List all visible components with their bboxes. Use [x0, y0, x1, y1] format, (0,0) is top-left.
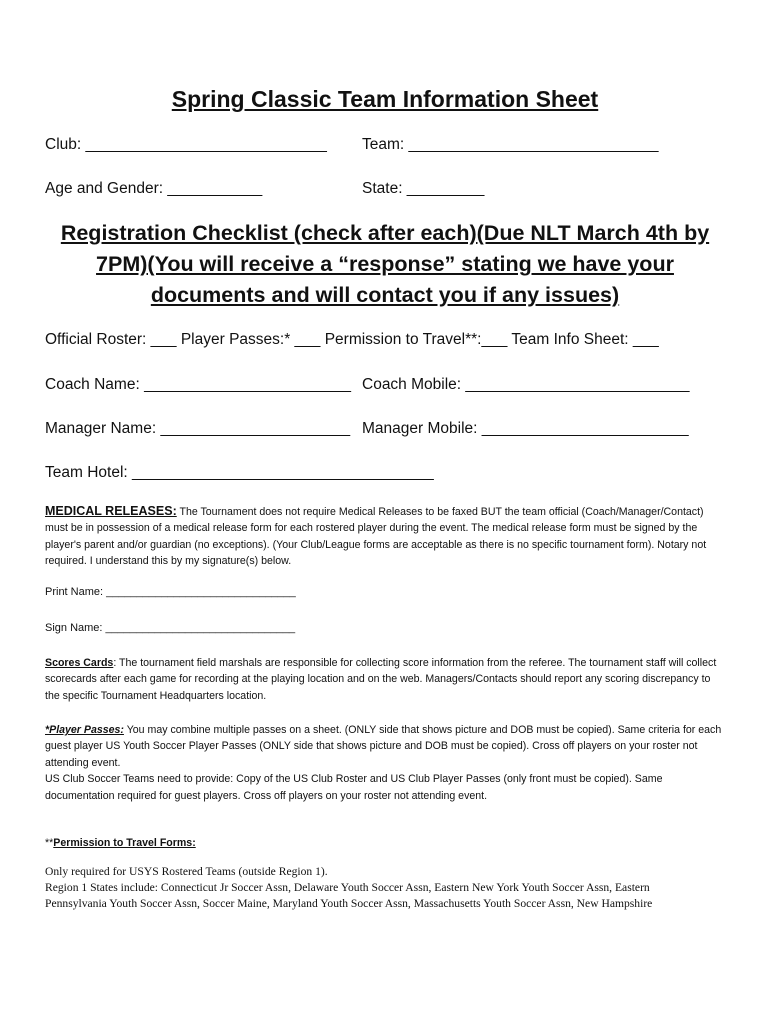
permission-prefix: ** [45, 837, 54, 849]
coach-mobile-field: Coach Mobile: __________________________ [362, 376, 690, 393]
scores-cards-section [45, 655, 725, 704]
permission-line-2: Region 1 States include: Connecticut Jr Soccer Assn, Delaware Youth Soccer Assn, Eastern New York Youth Soccer Assn, Eastern [45, 881, 650, 894]
permission-line-1: Only required for USYS Rostered Teams (outside Region 1). [45, 865, 328, 878]
us-club-text: US Club Soccer Teams need to provide: Copy of the US Club Roster and US Club Player Passes (only front must be copied). Same documentation required for guest players. Cross off players on your roster not attending event. [45, 773, 663, 802]
sign-name-field: Sign Name: _______________________________ [45, 622, 296, 634]
medical-releases-section [45, 503, 725, 570]
medical-releases-heading: MEDICAL RELEASES: [45, 504, 177, 518]
print-name-field: Print Name: _______________________________ [45, 586, 296, 598]
age-gender-field: Age and Gender: ___________ [45, 180, 263, 197]
manager-name-field: Manager Name: ______________________ [45, 420, 351, 437]
state-field: State: _________ [362, 180, 485, 197]
medical-releases-body: The Tournament does not require Medical Releases to be faxed BUT the team official (Coach/Manager/Contact) must be in possession of a medical release form for each rostered player during the event. The medical release form must be signed by the player's parent and/or guardian (no exceptions). (Your Club/League forms are acceptable as there is no specific tournament form). Notary not required. I understand this by my signature(s) below. [45, 506, 707, 568]
manager-mobile-field: Manager Mobile: ________________________ [362, 420, 689, 437]
club-field: Club: ____________________________ [45, 136, 327, 153]
permission-line-3: Pennsylvania Youth Soccer Assn, Soccer Maine, Maryland Youth Soccer Assn, Massachusetts Youth Soccer Assn, New Hampshire [45, 897, 653, 910]
permission-heading: Permission to Travel Forms: [53, 837, 196, 849]
scores-cards-heading: Scores Cards [45, 657, 114, 669]
coach-name-field: Coach Name: ________________________ [45, 376, 351, 393]
team-hotel-field: Team Hotel: ___________________________________ [45, 464, 434, 481]
page-title: Spring Classic Team Information Sheet [171, 86, 599, 112]
permission-heading-line [45, 835, 725, 851]
checklist-items: Official Roster: ___ Player Passes:* ___ Permission to Travel**:___ Team Info Sheet: ___ [45, 331, 659, 348]
player-passes-heading: *Player Passes: [45, 724, 124, 736]
team-field: Team: _____________________________ [362, 136, 659, 153]
scores-cards-body: : The tournament field marshals are responsible for collecting score information from the referee. The tournament staff will collect scorecards after each game for recording at the playing location and on the web. Managers/Contacts should report any scoring discrepancy to the specific Tournament Headquarters location. [45, 657, 717, 702]
player-passes-section [45, 722, 725, 804]
checklist-heading: Registration Checklist (check after each)(Due NLT March 4th by 7PM)(You will receive a “response” stating we have your documents and will contact you if any issues) [60, 221, 710, 307]
permission-section [45, 864, 735, 912]
player-passes-body: You may combine multiple passes on a sheet. (ONLY side that shows picture and DOB must be copied). Same criteria for each guest player US Youth Soccer Player Passes (ONLY side that shows picture and DOB must be copied). Cross off players on your roster not attending event. [45, 724, 722, 769]
